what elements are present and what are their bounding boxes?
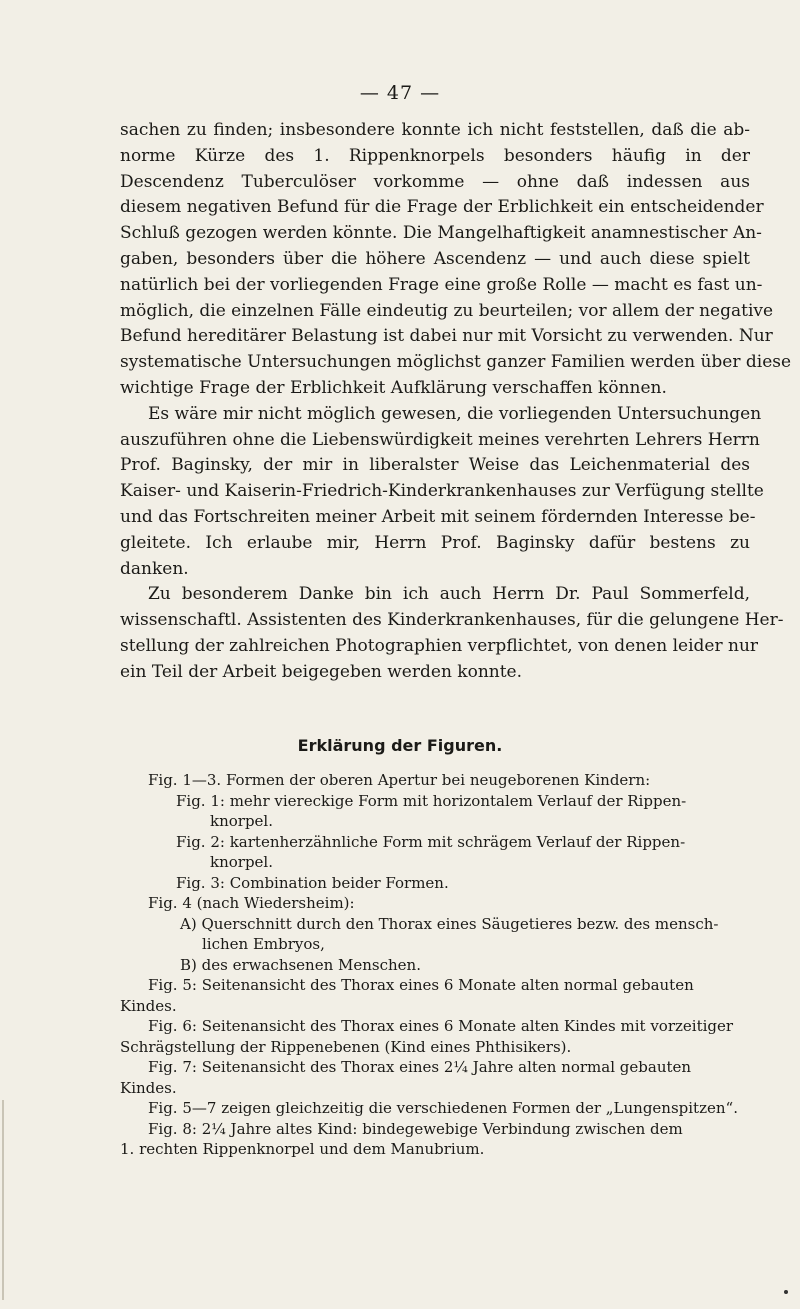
text-line: Zu besonderem Danke bin ich auch Herrn Dr. Paul Sommerfeld, <box>148 584 750 605</box>
figure-legend-line: lichen Embryos, <box>202 935 325 953</box>
figure-legend-line: Fig. 6: Seitenansicht des Thorax eines 6 Monate alten Kindes mit vorzeitiger <box>148 1017 734 1035</box>
figure-legend-line: knorpel. <box>210 853 273 871</box>
text-line: Prof. Baginsky, der mir in liberalster Weise das Leichenmaterial des <box>120 455 750 476</box>
text-line: diesem negativen Befund für die Frage der Erblichkeit ein entscheidender <box>120 197 764 218</box>
text-line: gleitete. Ich erlaube mir, Herrn Prof. Baginsky dafür bestens zu <box>120 532 750 553</box>
figure-legend-line: knorpel. <box>210 812 273 830</box>
text-line: Kaiser- und Kaiserin-Friedrich-Kinderkrankenhauses zur Verfügung stellte <box>120 481 764 502</box>
text-line: Befund hereditärer Belastung ist dabei nur mit Vorsicht zu verwenden. Nur <box>120 326 773 347</box>
section-heading: Erklärung der Figuren. <box>297 736 503 755</box>
figure-legend-line: Fig. 1: mehr viereckige Form mit horizontalem Verlauf der Rippen- <box>176 791 687 810</box>
figure-legend-line: Fig. 4 (nach Wiedersheim): <box>148 894 355 912</box>
text-line: ein Teil der Arbeit beigegeben werden konnte. <box>120 661 523 682</box>
figure-legend-line: Fig. 1—3. Formen der oberen Apertur bei neugeborenen Kindern: <box>148 771 651 789</box>
paragraph-1 <box>120 118 792 402</box>
figure-legend-line: Fig. 8: 2¼ Jahre altes Kind: bindegewebige Verbindung zwischen dem <box>148 1119 683 1138</box>
text-line: norme Kürze des 1. Rippenknorpels besonders häufig in der <box>120 145 750 166</box>
text-line: gaben, besonders über die höhere Ascendenz — und auch diese spielt <box>120 248 750 269</box>
figure-legend-line: Fig. 3: Combination beider Formen. <box>176 873 449 892</box>
text-line: systematische Untersuchungen möglichst ganzer Familien werden über diese <box>120 352 792 373</box>
figure-legend-line: 1. rechten Rippenknorpel und dem Manubrium. <box>120 1140 485 1158</box>
text-line: stellung der zahlreichen Photographien verpflichtet, von denen leider nur <box>120 635 759 656</box>
scan-dot-mark <box>784 1290 788 1294</box>
figure-legend-line: Kindes. <box>120 996 177 1015</box>
scan-edge-line <box>2 1100 4 1300</box>
figure-legend-line: A) Querschnitt durch den Thorax eines Säugetieres bezw. des mensch- <box>180 914 719 933</box>
paragraph-2 <box>120 402 764 583</box>
figure-legend-line: Fig. 7: Seitenansicht des Thorax eines 2¼ Jahre alten normal gebauten <box>148 1058 692 1076</box>
figure-legend-line: Fig. 2: kartenherzähnliche Form mit schrägem Verlauf der Rippen- <box>176 832 686 851</box>
text-line: danken. <box>120 558 189 579</box>
text-line: auszuführen ohne die Liebenswürdigkeit meines verehrten Lehrers Herrn <box>120 429 760 450</box>
text-line: möglich, die einzelnen Fälle eindeutig zu beurteilen; vor allem der negative <box>120 300 774 321</box>
figure-legend <box>120 770 750 1160</box>
page-number: — 47 — <box>359 82 441 104</box>
text-line: wissenschaftl. Assistenten des Kinderkrankenhauses, für die gelungene Her- <box>120 610 784 631</box>
text-line: natürlich bei der vorliegenden Frage eine große Rolle — macht es fast un- <box>120 274 763 295</box>
text-line: Es wäre mir nicht möglich gewesen, die vorliegenden Untersuchungen <box>148 403 762 424</box>
text-line: wichtige Frage der Erblichkeit Aufklärung verschaffen können. <box>120 377 667 398</box>
paragraph-3 <box>120 582 784 685</box>
text-line: Schluß gezogen werden könnte. Die Mangelhaftigkeit anamnestischer An- <box>120 223 762 244</box>
figure-legend-line: B) des erwachsenen Menschen. <box>180 955 421 974</box>
figure-legend-line: Schrägstellung der Rippenebenen (Kind eines Phthisikers). <box>120 1037 572 1056</box>
figure-legend-line: Fig. 5—7 zeigen gleichzeitig die verschiedenen Formen der „Lungenspitzen“. <box>148 1099 738 1117</box>
body-text <box>120 118 792 686</box>
text-line: sachen zu finden; insbesondere konnte ich nicht feststellen, daß die ab- <box>120 120 750 140</box>
text-line: und das Fortschreiten meiner Arbeit mit seinem fördernden Interesse be- <box>120 506 756 527</box>
figure-legend-line: Fig. 5: Seitenansicht des Thorax eines 6 Monate alten normal gebauten <box>148 976 694 994</box>
text-line: Descendenz Tuberculöser vorkomme — ohne daß indessen aus <box>120 171 750 192</box>
figure-legend-line: Kindes. <box>120 1078 177 1097</box>
